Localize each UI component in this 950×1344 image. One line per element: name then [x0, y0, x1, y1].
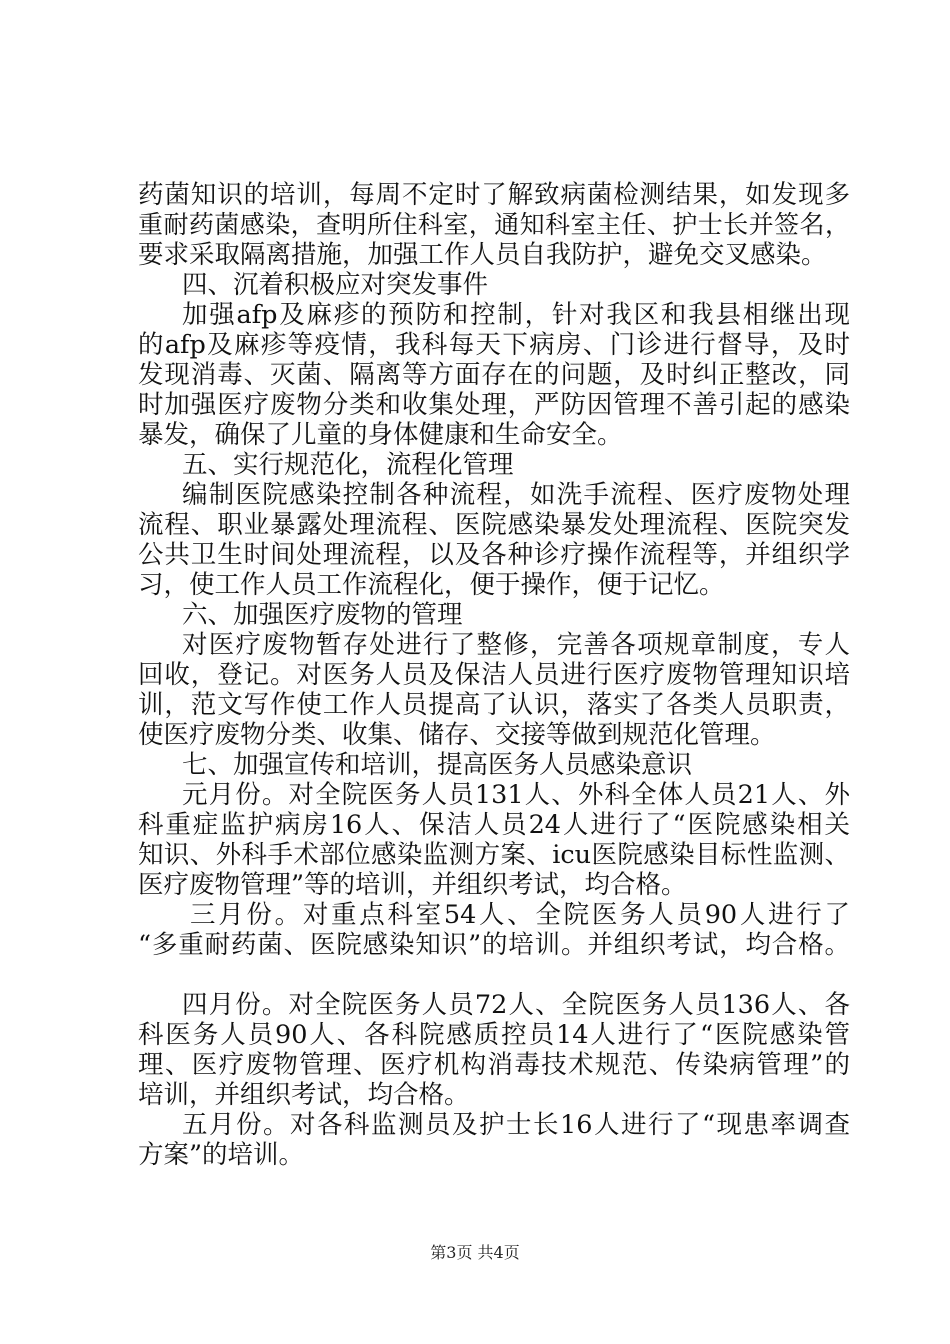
text-line: 医疗废物管理”等的培训，并组织考试，均合格。 [138, 870, 687, 900]
text-line: 编制医院感染控制各种流程，如洗手流程、医疗废物处理 [182, 480, 850, 510]
text-line: 元月份。对全院医务人员131人、外科全体人员21人、外 [182, 780, 850, 810]
text-line: 知识、外科手术部位感染监测方案、icu医院感染目标性监测、 [138, 840, 850, 870]
section-heading: 四、沉着积极应对突发事件 [182, 270, 489, 300]
text-line: 使医疗废物分类、收集、储存、交接等做到规范化管理。 [138, 720, 776, 750]
page-number-footer: 第3页 共4页 [430, 1243, 520, 1262]
text-line: 暴发，确保了儿童的身体健康和生命安全。 [138, 420, 623, 450]
text-line: 加强afp及麻疹的预防和控制，针对我区和我县相继出现 [182, 300, 850, 330]
text-line: 重耐药菌感染，查明所住科室，通知科室主任、护士长并签名， [138, 210, 850, 239]
section-heading: 五、实行规范化，流程化管理 [182, 450, 514, 480]
text-line: 对医疗废物暂存处进行了整修，完善各项规章制度，专人 [182, 630, 850, 660]
text-line: 训，范文写作使工作人员提高了认识，落实了各类人员职责， [138, 690, 850, 720]
text-line: 四月份。对全院医务人员72人、全院医务人员136人、各 [182, 990, 850, 1020]
text-line: 三月份。对重点科室54人、全院医务人员90人进行了 [190, 900, 850, 930]
text-line: 理、医疗废物管理、医疗机构消毒技术规范、传染病管理”的 [138, 1050, 850, 1080]
text-line: 的afp及麻疹等疫情，我科每天下病房、门诊进行督导，及时 [138, 330, 850, 360]
text-line: 习，使工作人员工作流程化，便于操作，便于记忆。 [138, 570, 725, 600]
text-line: 五月份。对各科监测员及护士长16人进行了“现患率调查 [182, 1110, 850, 1140]
text-line: “多重耐药菌、医院感染知识”的培训。并组织考试，均合格。 [138, 930, 850, 960]
text-line: 流程、职业暴露处理流程、医院感染暴发处理流程、医院突发 [138, 510, 850, 540]
text-line: 要求采取隔离措施，加强工作人员自我防护，避免交叉感染。 [138, 240, 827, 270]
text-line: 药菌知识的培训，每周不定时了解致病菌检测结果，如发现多 [138, 180, 850, 210]
text-line: 科重症监护病房16人、保洁人员24人进行了“医院感染相关 [138, 810, 850, 840]
text-line: 方案”的培训。 [138, 1140, 305, 1170]
section-heading: 六、加强医疗废物的管理 [182, 600, 463, 630]
section-heading: 七、加强宣传和培训，提高医务人员感染意识 [182, 750, 693, 780]
text-line: 回收，登记。对医务人员及保洁人员进行医疗废物管理知识培 [138, 660, 850, 690]
text-line: 培训，并组织考试，均合格。 [138, 1080, 470, 1110]
text-line: 时加强医疗废物分类和收集处理，严防因管理不善引起的感染 [138, 390, 850, 420]
text-line: 科医务人员90人、各科院感质控员14人进行了“医院感染管 [138, 1020, 850, 1050]
text-line: 公共卫生时间处理流程，以及各种诊疗操作流程等，并组织学 [138, 540, 850, 570]
text-line: 发现消毒、灭菌、隔离等方面存在的问题，及时纠正整改，同 [138, 360, 850, 390]
